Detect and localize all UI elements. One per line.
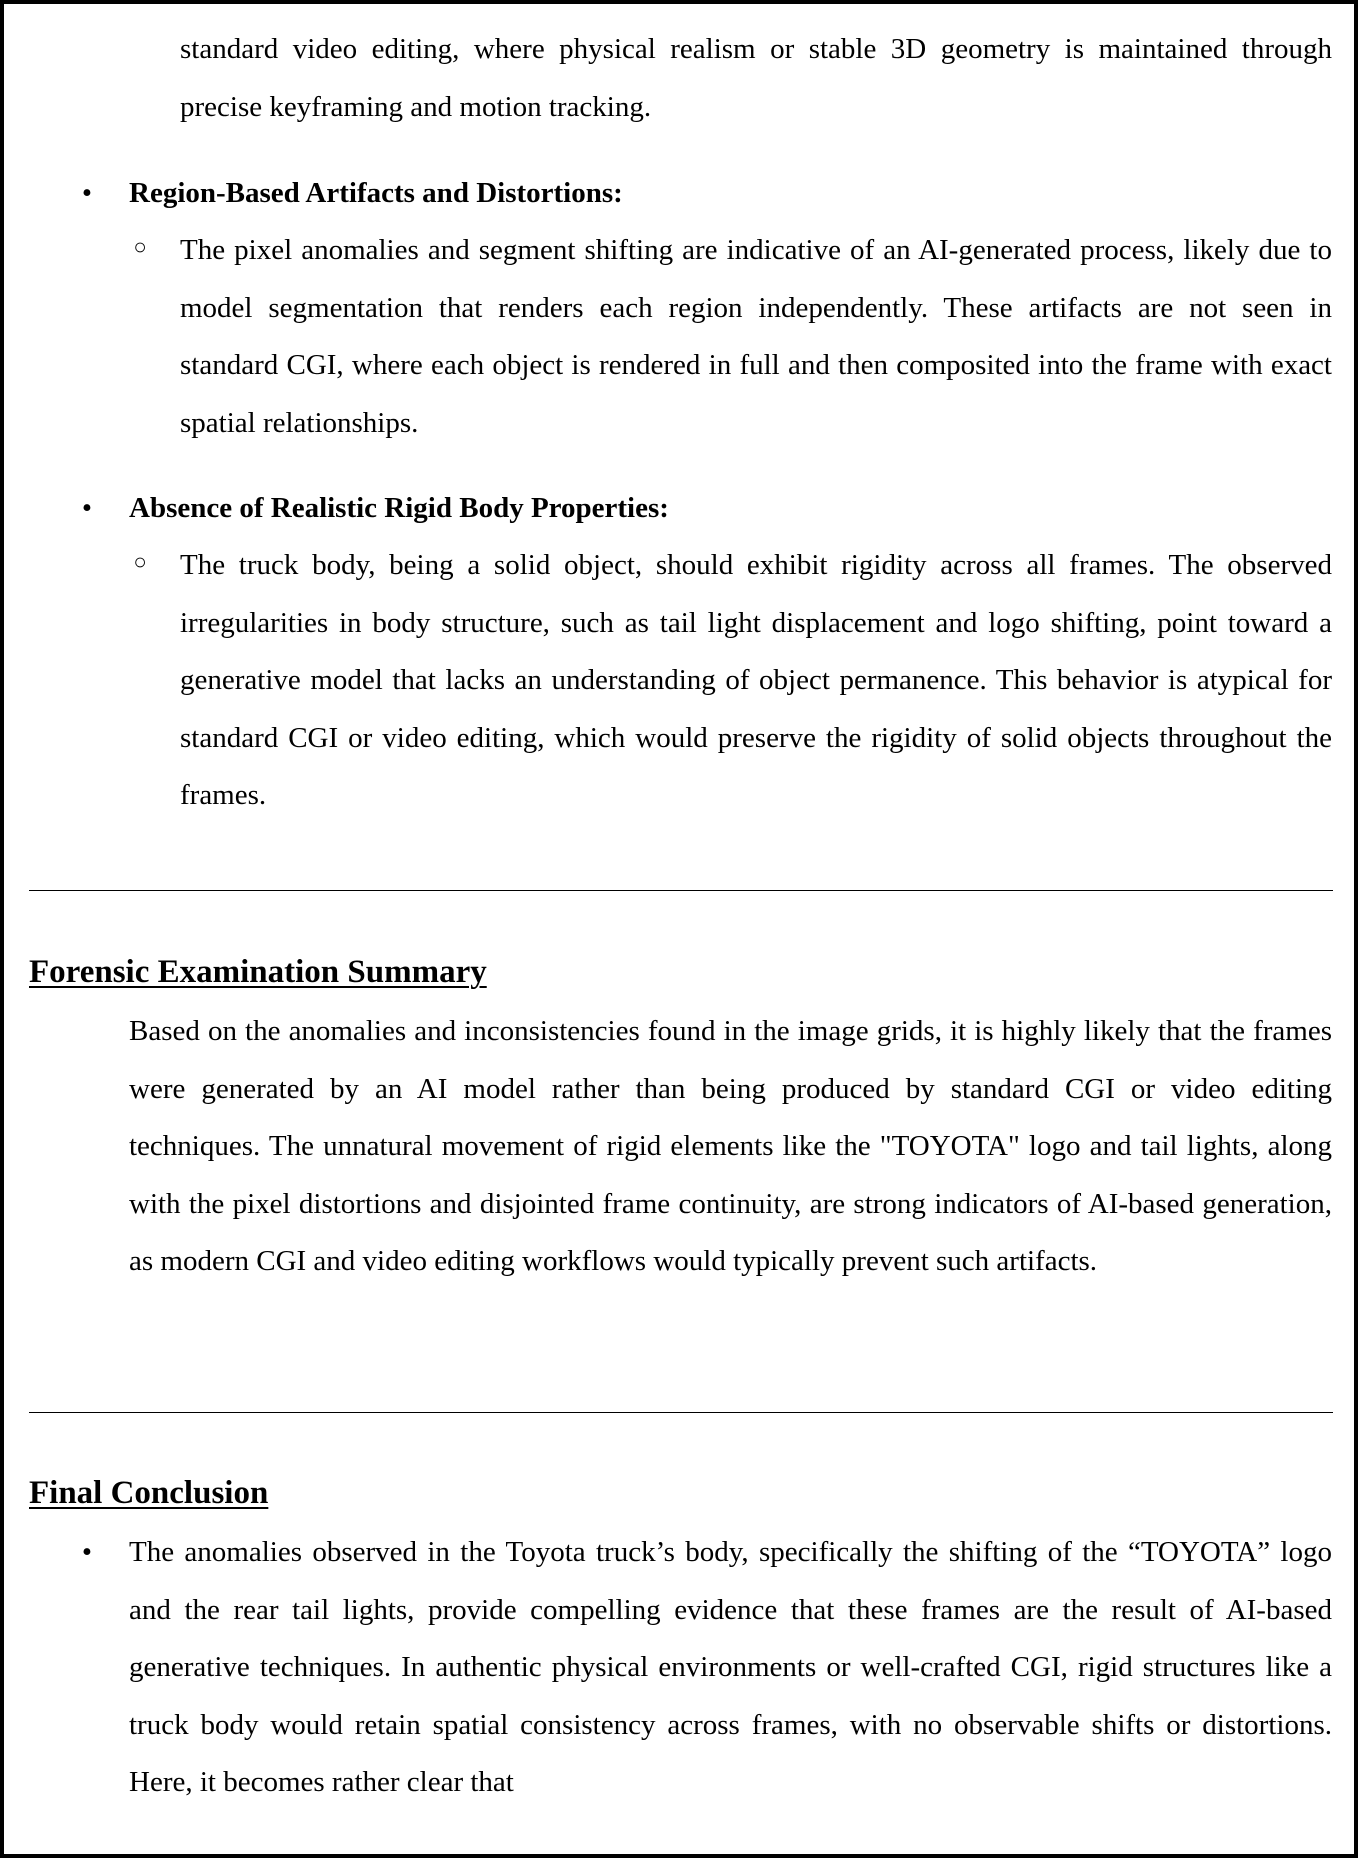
section-detail-rigid-body: The truck body, being a solid object, should exhibit rigidity across all frames. The observed irregularities in body structure, such as tail light displacement and logo shifting, point toward a generative model that lacks an understanding of object permanence. This behavior is atypical for standard CGI or video editing, which would preserve the rigidity of solid objects throughout the frames. — [180, 549, 1332, 811]
continuation-paragraph: standard video editing, where physical realism or stable 3D geometry is maintained through precise keyframing and motion tracking. — [180, 33, 1332, 123]
section-detail-region-artifacts: The pixel anomalies and segment shifting are indicative of an AI-generated process, likely due to model segmentation that renders each region independently. These artifacts are not seen in standard CGI, where each object is rendered in full and then composited into the frame with exact spatial relationships. — [180, 234, 1332, 439]
bullet-icon: • — [81, 492, 93, 524]
bullet-icon: • — [81, 177, 93, 209]
forensic-summary-body: Based on the anomalies and inconsistencies found in the image grids, it is highly likely that the frames were generated by an AI model rather than being produced by standard CGI or video editing techniques. The unnatural movement of rigid elements like the "TOYOTA" logo and tail lights, along with the pixel distortions and disjointed frame continuity, are strong indicators of AI-based generation, as modern CGI and video editing workflows would typically prevent such artifacts. — [129, 1015, 1332, 1277]
final-conclusion-bullet-text: The anomalies observed in the Toyota truck’s body, specifically the shifting of the “TOYOTA” logo and the rear tail lights, provide compelling evidence that these frames are the result of AI-based generative techniques. In authentic physical environments or well-crafted CGI, rigid structures like a truck body would retain spatial consistency across frames, with no observable shifts or distortions. Here, it becomes rather clear that — [129, 1536, 1332, 1798]
horizontal-divider — [29, 1412, 1333, 1413]
section-title-region-artifacts: Region-Based Artifacts and Distortions: — [129, 177, 623, 209]
section-title-rigid-body: Absence of Realistic Rigid Body Properties: — [129, 492, 669, 524]
bullet-icon: • — [81, 1536, 93, 1568]
forensic-summary-heading: Forensic Examination Summary — [29, 954, 487, 990]
sub-bullet-icon: ○ — [133, 549, 147, 574]
horizontal-divider — [29, 890, 1333, 891]
sub-bullet-icon: ○ — [133, 234, 147, 259]
final-conclusion-heading: Final Conclusion — [29, 1475, 269, 1511]
